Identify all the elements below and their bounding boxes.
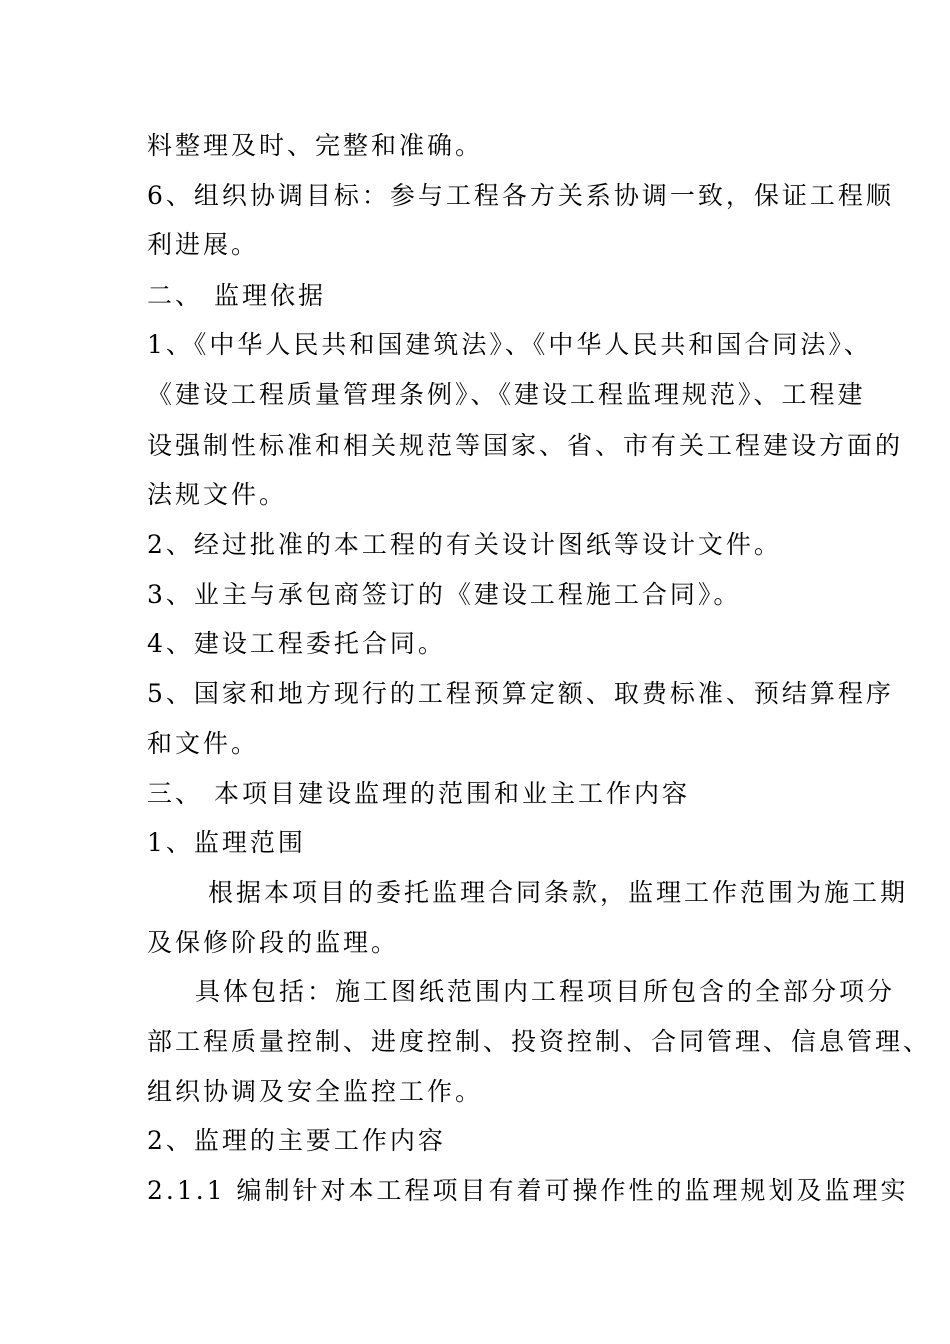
text-line-16: 根据本项目的委托监理合同条款，监理工作范围为施工期 bbox=[208, 878, 909, 907]
subheading-scope: 1、监理范围 bbox=[147, 828, 306, 857]
section-heading-3: 三、 本项目建设监理的范围和业主工作内容 bbox=[147, 779, 690, 808]
text-line-1: 料整理及时、完整和准确。 bbox=[147, 131, 484, 160]
text-line-12: 5、国家和地方现行的工程预算定额、取费标准、预结算程序 bbox=[147, 679, 894, 708]
text-line-9: 2、经过批准的本工程的有关设计图纸等设计文件。 bbox=[147, 530, 782, 559]
section-heading-2: 二、 监理依据 bbox=[147, 281, 326, 310]
text-line-11: 4、建设工程委托合同。 bbox=[147, 629, 446, 658]
text-line-3: 利进展。 bbox=[147, 230, 260, 259]
text-line-13: 和文件。 bbox=[147, 729, 260, 758]
text-line-18: 具体包括：施工图纸范围内工程项目所包含的全部分项分 bbox=[195, 977, 896, 1006]
subheading-main-work: 2、监理的主要工作内容 bbox=[147, 1126, 446, 1155]
text-line-19: 部工程质量控制、进度控制、投资控制、合同管理、信息管理、 bbox=[147, 1027, 932, 1056]
text-line-5: 1、《中华人民共和国建筑法》、《中华人民共和国合同法》、 bbox=[147, 330, 872, 359]
text-line-22: 2.1.1 编制针对本工程项目有着可操作性的监理规划及监理实 bbox=[147, 1176, 909, 1205]
text-line-6: 《建设工程质量管理条例》、《建设工程监理规范》、工程建 bbox=[147, 380, 866, 409]
text-line-20: 组织协调及安全监控工作。 bbox=[147, 1077, 484, 1106]
text-line-10: 3、业主与承包商签订的《建设工程施工合同》。 bbox=[147, 580, 742, 609]
text-line-2: 6、组织协调目标：参与工程各方关系协调一致，保证工程顺 bbox=[147, 181, 894, 210]
text-line-7: 设强制性标准和相关规范等国家、省、市有关工程建设方面的 bbox=[147, 431, 904, 460]
text-line-17: 及保修阶段的监理。 bbox=[147, 928, 400, 957]
text-line-8: 法规文件。 bbox=[147, 480, 288, 509]
